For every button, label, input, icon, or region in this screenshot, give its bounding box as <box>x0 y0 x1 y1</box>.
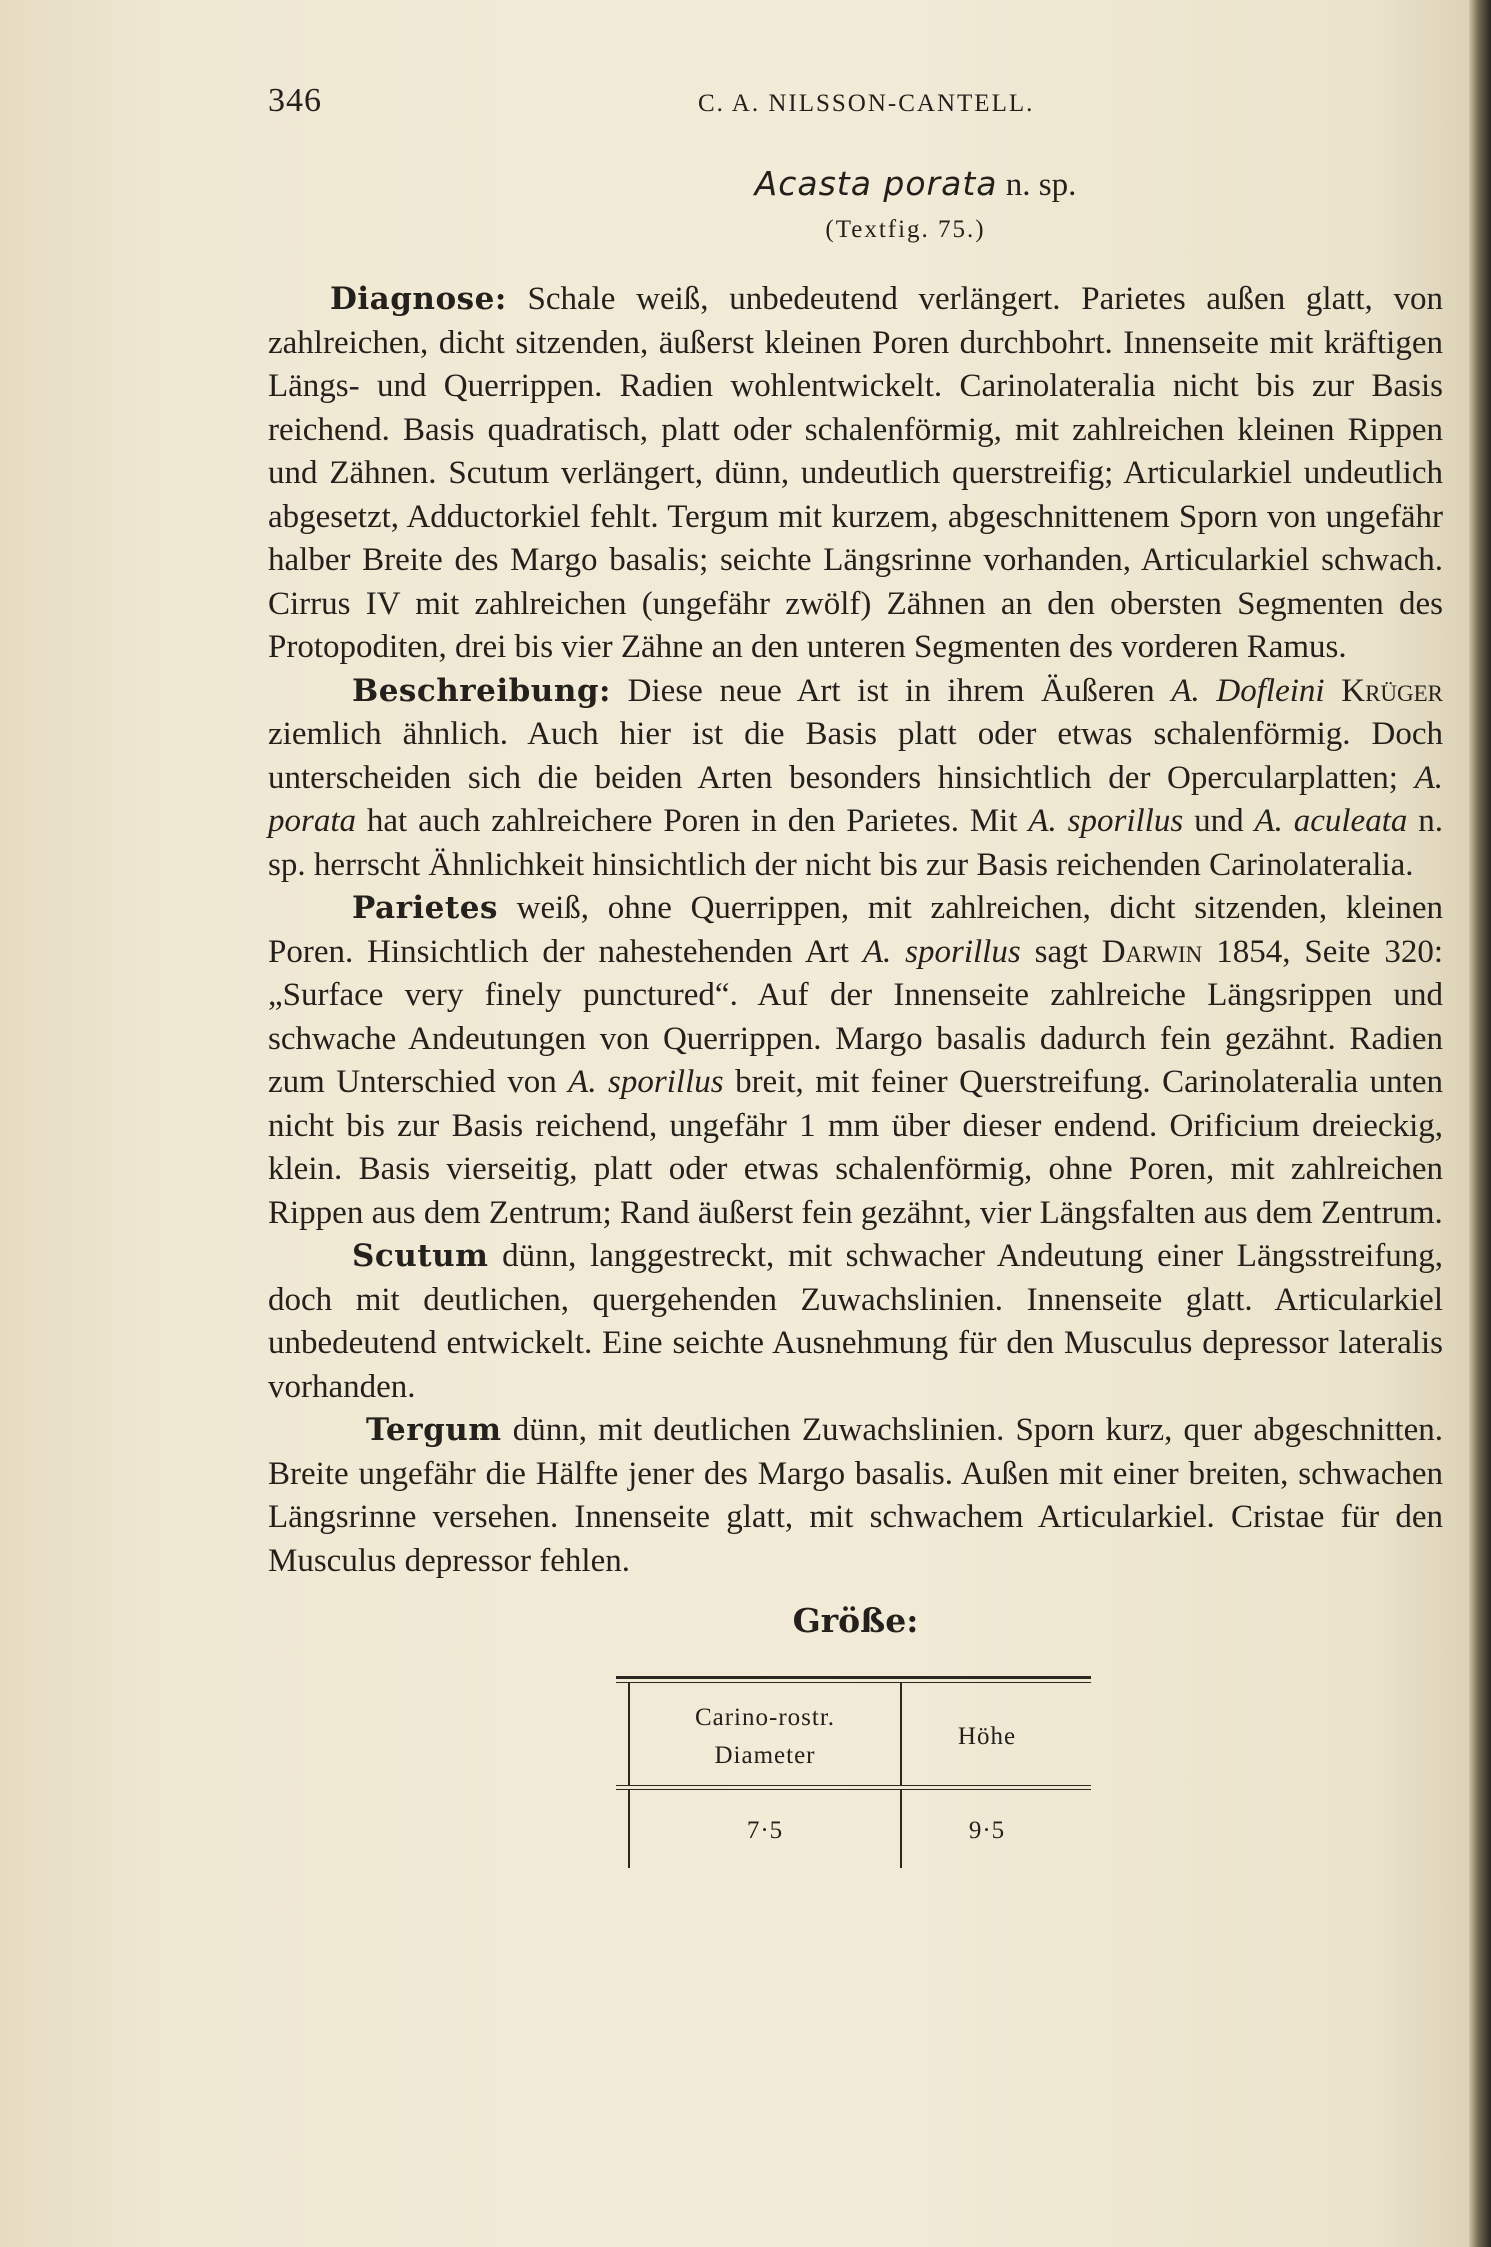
cell-diameter: 7·5 <box>628 1790 902 1868</box>
size-table <box>616 1676 1091 1868</box>
table-header-row <box>616 1683 1091 1785</box>
text-block <box>268 70 1443 1868</box>
heading-tergum: Tergum <box>366 1412 502 1448</box>
paragraph-beschreibung: Beschreibung: Diese neue Art ist in ihrem Äußeren A. Dofleini Krüger ziemlich ähnlich. Auch hier ist die Basis platt oder etwas schalenförmig. Doch unterscheiden sich die beiden Arten besonders hinsichtlich der Opercularplatten; A. porata hat auch zahlreichere Poren in den Parietes. Mit A. sporillus und A. aculeata n. sp. herrscht Ähnlichkeit hinsichtlich der nicht bis zur Basis reichenden Carinolateralia. <box>268 672 1444 883</box>
species-suffix: n. sp. <box>1005 167 1077 203</box>
table-row <box>616 1790 1091 1868</box>
table-rule-mid <box>616 1785 1091 1786</box>
species-name: Acasta porata <box>754 164 998 203</box>
cell-hoehe: 9·5 <box>968 1817 1006 1844</box>
column-header-hoehe: Höhe <box>957 1723 1017 1750</box>
running-head <box>268 70 1443 134</box>
book-spine-shadow <box>1469 0 1491 2247</box>
figure-reference: (Textfig. 75.) <box>825 216 986 243</box>
paragraph-scutum: Scutum dünn, langgestreckt, mit schwacher Andeutung einer Längsstreifung, doch mit deutlichen, quergehenden Zuwachslinien. Innenseite glatt. Articularkiel unbedeutend entwickelt. Eine seichte Ausnehmung für den Musculus depressor lateralis vorhanden. <box>268 1238 1443 1405</box>
paragraph-tergum: Tergum dünn, mit deutlichen Zuwachslinien. Sporn kurz, quer abgeschnitten. Breite ungefähr die Hälfte jener des Margo basalis. Außen mit einer breiten, schwachen Längsrinne versehen. Innenseite glatt, mit schwachem Articularkiel. Cristae für den Musculus depressor fehlen. <box>268 1412 1443 1579</box>
table-rule-top <box>616 1676 1091 1679</box>
diagnose-text: Schale weiß, unbedeutend verlängert. Parietes außen glatt, von zahlreichen, dicht sitzenden, äußerst kleinen Poren durchbohrt. Innenseite mit kräftigen Längs- und Querrippen. Radien wohlentwickelt. Carinolateralia nicht bis zur Basis reichend. Basis quadratisch, platt oder schalenförmig, mit zahlreichen kleinen Rippen und Zähnen. Scutum verlängert, dünn, undeutlich querstreifig; Articularkiel undeutlich abgesetzt, Adductorkiel fehlt. Tergum mit kurzem, abgeschnittenem Sporn von ungefähr halber Breite des Margo basalis; seichte Längsrinne vorhanden, Articularkiel schwach. Cirrus IV mit zahlreichen (ungefähr zwölf) Zähnen an den obersten Segmenten des Protopoditen, drei bis vier Zähne an den unteren Segmenten des vorderen Ramus. <box>268 281 1443 665</box>
heading-parietes: Parietes <box>352 890 498 926</box>
species-title <box>268 164 1443 204</box>
heading-diagnose: Diagnose: <box>330 281 507 317</box>
running-title: C. A. NILSSON-CANTELL. <box>698 90 1035 117</box>
heading-scutum: Scutum <box>352 1238 489 1274</box>
paragraph-parietes: Parietes weiß, ohne Querrippen, mit zahlreichen, dicht sitzenden, kleinen Poren. Hinsichtlich der nahestehenden Art A. sporillus sagt Darwin 1854, Seite 320: „Surface very finely punctured“. Auf der Innenseite zahlreiche Längsrippen und schwache Andeutungen von Querrippen. Margo basalis dadurch fein gezähnt. Radien zum Unterschied von A. sporillus breit, mit feiner Querstreifung. Carinolateralia unten nicht bis zur Basis reichend, ungefähr 1 mm über dieser endend. Orificium dreieckig, klein. Basis vierseitig, platt oder etwas schalenförmig, ohne Poren, mit zahlreichen Rippen aus dem Zentrum; Rand äußerst fein gezähnt, vier Längsfalten aus dem Zentrum. <box>268 890 1443 1231</box>
page-number: 346 <box>268 82 322 119</box>
paragraph-diagnose <box>268 278 1443 670</box>
column-header-carino-rostr: Carino-rostr. Diameter <box>628 1683 902 1785</box>
heading-beschreibung: Beschreibung: <box>352 672 611 709</box>
size-heading: Größe: <box>792 1601 919 1640</box>
